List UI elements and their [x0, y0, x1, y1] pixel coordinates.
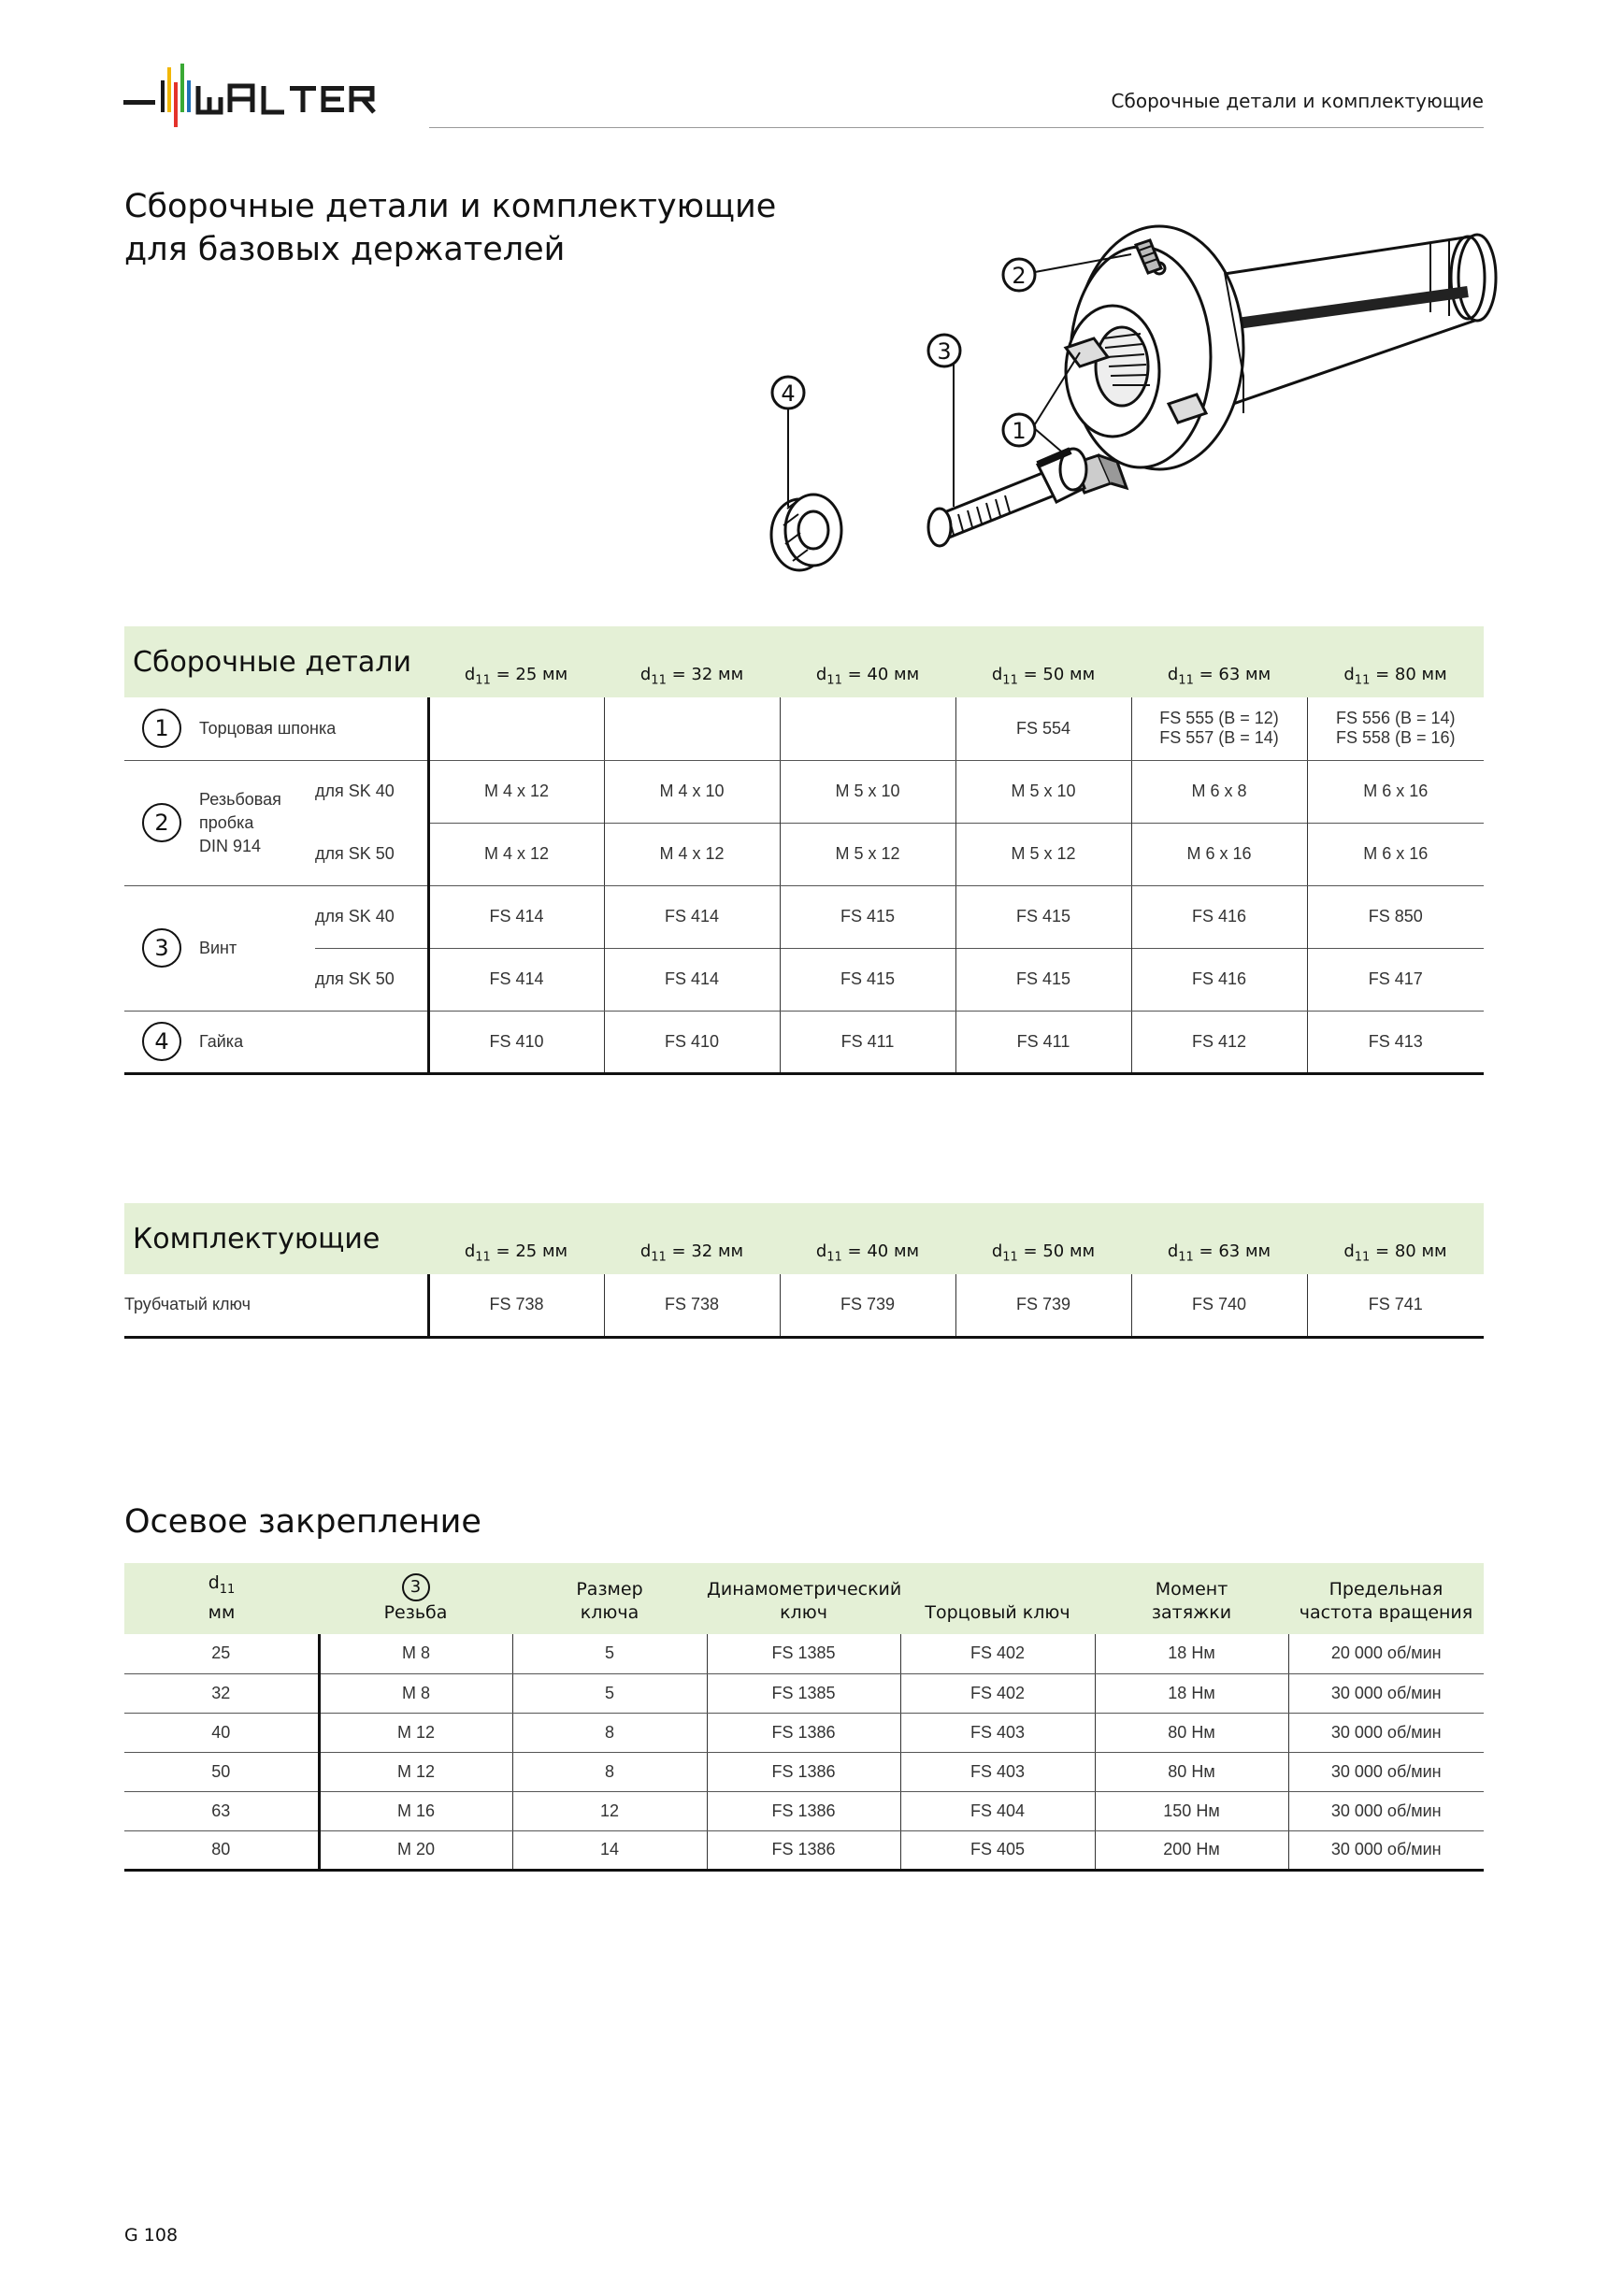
col-header-torque-key: Динамометрический ключ	[707, 1579, 902, 1623]
cell: FS 415	[955, 885, 1131, 948]
cell: 80 Нм	[1095, 1713, 1288, 1752]
callout-4: 4	[781, 380, 796, 407]
page-number: G 108	[124, 2225, 179, 2246]
cell: M 12	[319, 1713, 512, 1752]
cell: 30 000 об/мин	[1288, 1752, 1484, 1791]
cell: FS 413	[1307, 1011, 1484, 1073]
accessories-title: Комплектующие	[133, 1222, 381, 1256]
item-number-1: 1	[142, 709, 181, 748]
cell: FS 416	[1131, 948, 1307, 1011]
table-row	[124, 1011, 1484, 1073]
cell: M 12	[319, 1752, 512, 1791]
table-row	[124, 1713, 1484, 1752]
col-header: $d_{11} = 80$ мм	[1343, 1241, 1447, 1265]
cell: 30 000 об/мин	[1288, 1830, 1484, 1870]
cell: FS 1386	[707, 1791, 900, 1830]
table-row	[124, 885, 1484, 948]
cell: M 6 x 16	[1307, 823, 1484, 885]
cell	[428, 697, 604, 760]
row-label: Трубчатый ключ	[124, 1274, 428, 1337]
cell: FS 414	[604, 948, 780, 1011]
cell: 20 000 об/мин	[1288, 1634, 1484, 1673]
cell: FS 1386	[707, 1713, 900, 1752]
cell: 25	[124, 1634, 319, 1673]
col-header-socket-key: Торцовый ключ	[925, 1602, 1070, 1623]
col-header-speed: Предельная частота вращения	[1299, 1579, 1473, 1623]
cell: FS 411	[955, 1011, 1131, 1073]
cell: M 4 x 12	[428, 760, 604, 823]
cell: FS 414	[428, 885, 604, 948]
cell: M 6 x 8	[1131, 760, 1307, 823]
cell: 32	[124, 1673, 319, 1713]
cell: 5	[512, 1634, 707, 1673]
assembly-illustration	[757, 217, 1505, 600]
page-title-line-2: для базовых держателей	[124, 231, 566, 268]
cell: 30 000 об/мин	[1288, 1673, 1484, 1713]
col-header-thread: 3 Резьба	[319, 1563, 512, 1634]
cell: FS 1386	[707, 1752, 900, 1791]
item-number-3: 3	[142, 928, 181, 968]
cell: M 4 x 12	[604, 823, 780, 885]
callout-1: 1	[1012, 418, 1027, 444]
table-row	[124, 1634, 1484, 1673]
cell: FS 740	[1131, 1274, 1307, 1337]
axial-body	[124, 1634, 1484, 1870]
col-header-key-size: Размер ключа	[576, 1579, 643, 1623]
axial-title: Осевое закрепление	[124, 1503, 481, 1541]
cell: FS 1385	[707, 1673, 900, 1713]
walter-logo	[123, 60, 404, 135]
cell: M 6 x 16	[1307, 760, 1484, 823]
cell: 18 Нм	[1095, 1634, 1288, 1673]
accessories-table	[124, 1203, 1484, 1339]
col-header: $d_{11} = 25$ мм	[464, 665, 568, 688]
table-row	[124, 948, 1484, 1011]
header-rule	[429, 127, 1484, 128]
cell	[604, 697, 780, 760]
cell: FS 1386	[707, 1830, 900, 1870]
table-row	[124, 1830, 1484, 1870]
axial-header-row	[124, 1563, 1484, 1634]
cell: FS 555 (B = 12) FS 557 (B = 14)	[1131, 697, 1307, 760]
cell: M 8	[319, 1634, 512, 1673]
col-header: $d_{11} = 63$ мм	[1167, 1241, 1271, 1265]
table-row	[124, 823, 1484, 885]
cell: FS 410	[428, 1011, 604, 1073]
cell: M 6 x 16	[1131, 823, 1307, 885]
cell: M 8	[319, 1673, 512, 1713]
row-label: Винт	[199, 885, 315, 1011]
col-header: $d_{11} = 40$ мм	[815, 1241, 920, 1265]
col-header-moment: Момент затяжки	[1151, 1579, 1232, 1623]
cell: 14	[512, 1830, 707, 1870]
table-row	[124, 760, 1484, 823]
cell: M 4 x 10	[604, 760, 780, 823]
table-row	[124, 697, 1484, 760]
cell: 150 Нм	[1095, 1791, 1288, 1830]
cell: FS 850	[1307, 885, 1484, 948]
cell	[780, 697, 955, 760]
col-header: $d_{11} = 40$ мм	[815, 665, 920, 688]
cell: FS 403	[900, 1713, 1095, 1752]
svg-text:WALTER: WALTER	[123, 60, 127, 61]
assembly-title: Сборочные детали	[133, 645, 411, 679]
col-header: $d_{11} = 63$ мм	[1167, 665, 1271, 688]
cell: M 20	[319, 1830, 512, 1870]
cell: 80	[124, 1830, 319, 1870]
cell: FS 410	[604, 1011, 780, 1073]
cell: 63	[124, 1791, 319, 1830]
cell: FS 741	[1307, 1274, 1484, 1337]
cell: 80 Нм	[1095, 1752, 1288, 1791]
cell: FS 416	[1131, 885, 1307, 948]
row-label: Гайка	[199, 1011, 428, 1073]
item-number-2: 2	[142, 803, 181, 842]
cell: FS 403	[900, 1752, 1095, 1791]
axial-clamping-table	[124, 1563, 1484, 1872]
cell: 5	[512, 1673, 707, 1713]
table-row	[124, 1752, 1484, 1791]
row-sublabel: для SK 40	[315, 907, 395, 926]
cell: 8	[512, 1752, 707, 1791]
cell: FS 415	[780, 948, 955, 1011]
cell: 50	[124, 1752, 319, 1791]
row-label: Торцовая шпонка	[199, 697, 428, 760]
page-title-line-1: Сборочные детали и комплектующие	[124, 188, 777, 225]
assembly-parts-table	[124, 626, 1484, 1075]
cell: FS 415	[955, 948, 1131, 1011]
cell: FS 402	[900, 1673, 1095, 1713]
header-section-title: Сборочные детали и комплектующие	[1111, 90, 1484, 112]
table-row	[124, 1791, 1484, 1830]
cell: FS 412	[1131, 1011, 1307, 1073]
cell: FS 414	[604, 885, 780, 948]
cell: M 4 x 12	[428, 823, 604, 885]
cell: FS 411	[780, 1011, 955, 1073]
col-header-d: $d_{11}$ мм	[208, 1572, 236, 1623]
col-header: $d_{11} = 80$ мм	[1343, 665, 1447, 688]
cell: FS 1385	[707, 1634, 900, 1673]
col-header: $d_{11} = 32$ мм	[639, 665, 744, 688]
cell: FS 402	[900, 1634, 1095, 1673]
cell: FS 738	[428, 1274, 604, 1337]
item-number-4: 4	[142, 1022, 181, 1061]
callout-2: 2	[1012, 263, 1027, 289]
cell: FS 556 (B = 14) FS 558 (B = 16)	[1307, 697, 1484, 760]
cell: FS 414	[428, 948, 604, 1011]
cell: 30 000 об/мин	[1288, 1713, 1484, 1752]
accessories-header-row	[124, 1203, 1484, 1274]
col-header: $d_{11} = 25$ мм	[464, 1241, 568, 1265]
cell: 200 Нм	[1095, 1830, 1288, 1870]
row-label: Резьбовая пробка DIN 914	[199, 760, 315, 885]
cell: FS 405	[900, 1830, 1095, 1870]
cell: M 5 x 12	[955, 823, 1131, 885]
row-sublabel: для SK 50	[315, 823, 428, 885]
cell: FS 404	[900, 1791, 1095, 1830]
cell: M 5 x 10	[780, 760, 955, 823]
col-header: $d_{11} = 50$ мм	[991, 665, 1096, 688]
table-row	[124, 1274, 1484, 1337]
cell: FS 415	[780, 885, 955, 948]
cell: FS 739	[955, 1274, 1131, 1337]
cell: 12	[512, 1791, 707, 1830]
item-number-3: 3	[402, 1573, 430, 1601]
cell: 40	[124, 1713, 319, 1752]
cell: 30 000 об/мин	[1288, 1791, 1484, 1830]
table-row	[124, 1673, 1484, 1713]
cell: M 5 x 12	[780, 823, 955, 885]
cell: M 16	[319, 1791, 512, 1830]
col-header: $d_{11} = 50$ мм	[991, 1241, 1096, 1265]
cell: 18 Нм	[1095, 1673, 1288, 1713]
row-sublabel: для SK 40	[315, 760, 428, 823]
cell: FS 417	[1307, 948, 1484, 1011]
cell: M 5 x 10	[955, 760, 1131, 823]
cell: FS 739	[780, 1274, 955, 1337]
cell: 8	[512, 1713, 707, 1752]
assembly-header-row	[124, 626, 1484, 697]
page-title	[124, 185, 776, 271]
cell: FS 738	[604, 1274, 780, 1337]
callout-3: 3	[937, 338, 952, 365]
col-header: $d_{11} = 32$ мм	[639, 1241, 744, 1265]
cell: FS 554	[955, 697, 1131, 760]
row-sublabel: для SK 50	[315, 948, 428, 1011]
